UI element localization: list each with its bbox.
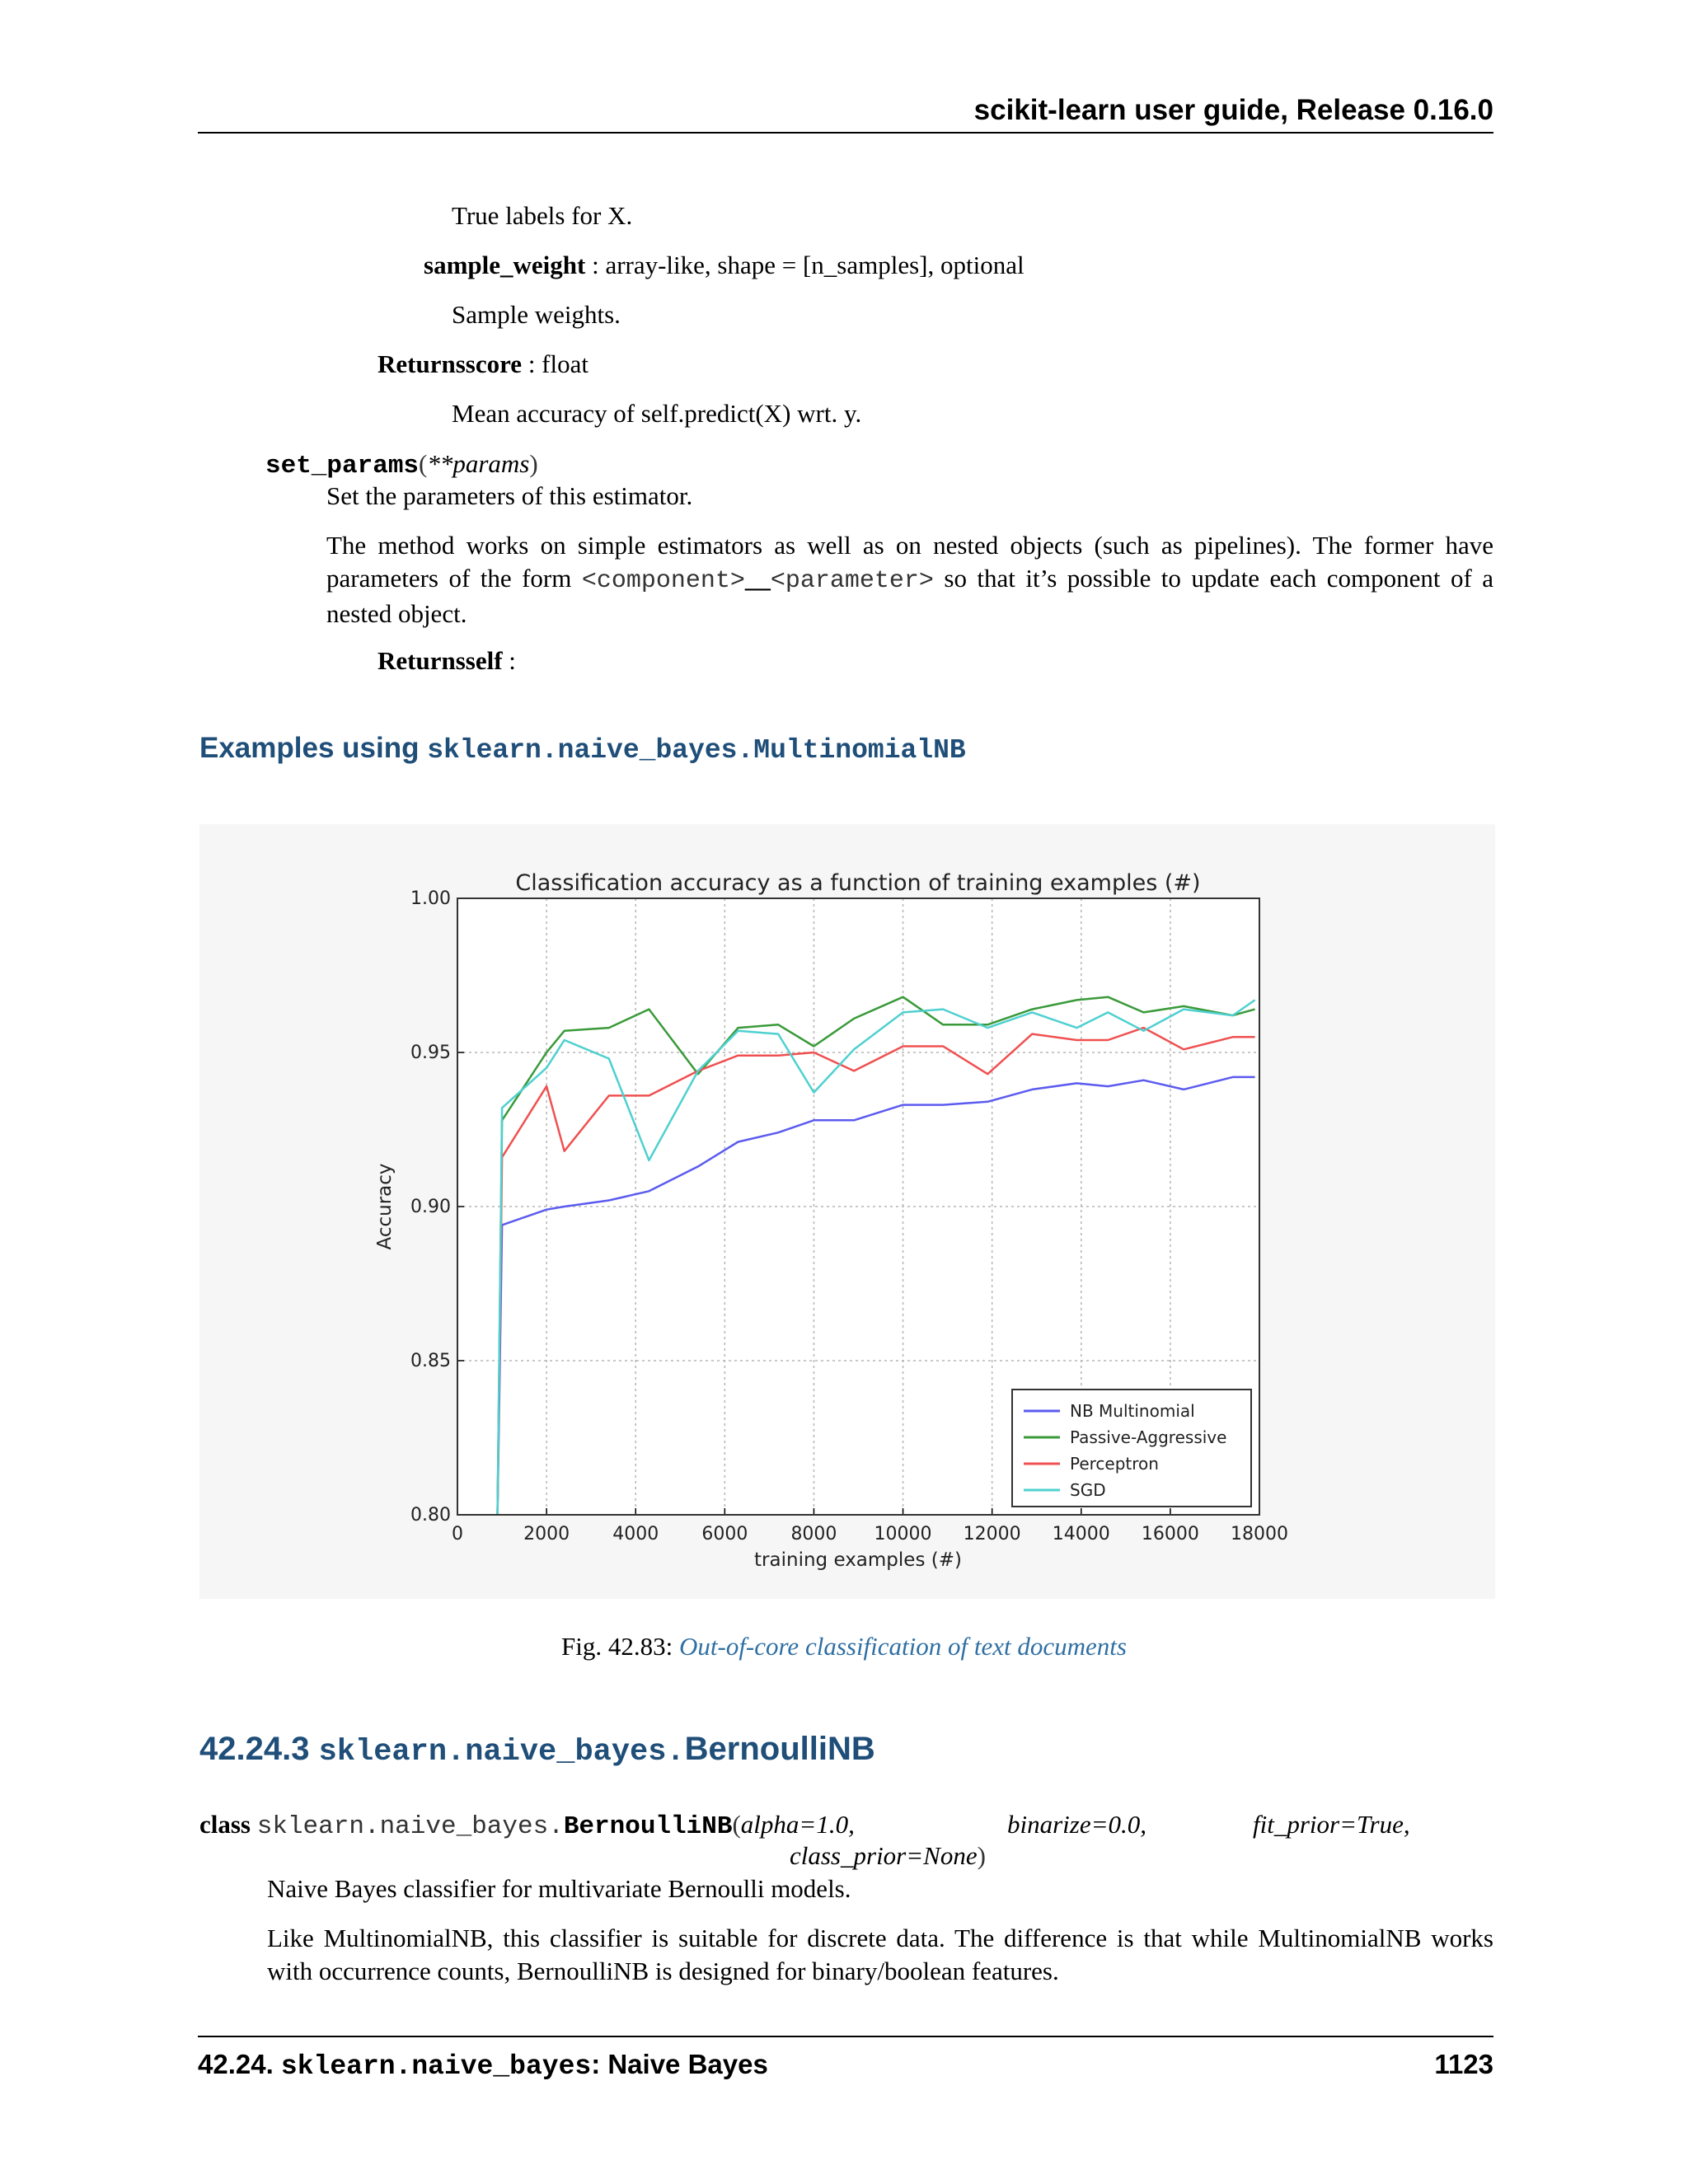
returns-score-label: Returnsscore xyxy=(377,349,523,378)
sample-weight-name: sample_weight xyxy=(424,251,586,279)
true-labels-desc: True labels for X. xyxy=(452,201,633,230)
class-name: BernoulliNB xyxy=(563,1812,733,1841)
legend-entry: Passive-Aggressive xyxy=(1070,1427,1227,1447)
figure-chart xyxy=(199,824,1495,1599)
close-paren: ) xyxy=(529,449,538,478)
para-text-end: so that it’s possible to update each component of a nested object. xyxy=(326,564,1493,628)
code-sep: __ xyxy=(744,564,771,593)
returns-score-desc: Mean accuracy of self.predict(X) wrt. y. xyxy=(452,399,862,428)
footer-section-code: sklearn.naive_bayes xyxy=(280,2051,592,2082)
x-axis-label: training examples (#) xyxy=(754,1549,962,1571)
section-heading xyxy=(199,1731,875,1769)
set-params-paragraph xyxy=(326,529,1493,630)
x-tick-label: 12000 xyxy=(963,1524,1021,1544)
class-arg-fit-prior: fit_prior=True, xyxy=(1253,1810,1410,1839)
x-tick-label: 8000 xyxy=(790,1524,837,1544)
x-tick-label: 6000 xyxy=(701,1524,748,1544)
sample-weight-type: : array-like, shape = [n_samples], optional xyxy=(585,251,1025,279)
legend-entry: NB Multinomial xyxy=(1070,1401,1195,1421)
figure-caption xyxy=(0,1632,1688,1661)
header-title: scikit-learn user guide, Release 0.16.0 xyxy=(973,94,1493,126)
para-text: The method works on simple estimators as well as on nested objects (such as pipelines). The former have parameters of the form xyxy=(326,531,1493,593)
class-paragraph: Like MultinomialNB, this classifier is suitable for discrete data. The difference is that while MultinomialNB works with occurrence counts, BernoulliNB is designed for binary/boolean features. xyxy=(267,1924,1493,1985)
set-params-desc: Set the parameters of this estimator. xyxy=(326,481,693,510)
y-tick-label: 0.85 xyxy=(410,1351,451,1371)
class-keyword: class xyxy=(199,1810,251,1839)
class-open-paren: ( xyxy=(732,1810,741,1839)
footer-section xyxy=(198,2049,768,2082)
class-desc: Naive Bayes classifier for multivariate Bernoulli models. xyxy=(267,1874,851,1903)
page-footer xyxy=(198,2036,1493,2087)
class-arg-alpha: alpha=1.0, xyxy=(740,1810,855,1839)
code-component: <component> xyxy=(581,567,745,595)
section-code: sklearn.naive_bayes. xyxy=(318,1735,685,1769)
caption-prefix: Fig. 42.83: xyxy=(561,1632,679,1661)
page-header xyxy=(198,89,1493,134)
caption-link[interactable]: Out-of-core classification of text documents xyxy=(679,1632,1127,1661)
y-axis-label: Accuracy xyxy=(374,1163,396,1250)
x-tick-label: 10000 xyxy=(874,1524,932,1544)
x-tick-label: 2000 xyxy=(523,1524,570,1544)
returns-self-sep: : xyxy=(502,646,516,675)
x-tick-label: 4000 xyxy=(612,1524,659,1544)
returns-self xyxy=(377,644,516,677)
class-module: sklearn.naive_bayes. xyxy=(256,1812,564,1841)
class-close-paren: ) xyxy=(977,1841,986,1870)
chart-title: Classification accuracy as a function of training examples (#) xyxy=(515,870,1201,896)
y-tick-label: 1.00 xyxy=(410,888,451,909)
returns-score xyxy=(377,348,588,381)
sample-weight-param xyxy=(424,249,1025,282)
set-params-args: **params xyxy=(427,449,530,478)
legend-entry: SGD xyxy=(1070,1480,1106,1500)
examples-heading xyxy=(199,732,966,766)
x-tick-label: 18000 xyxy=(1231,1524,1288,1544)
examples-heading-text: Examples using xyxy=(199,732,428,764)
set-params-name: set_params xyxy=(265,452,420,480)
footer-section-title: : Naive Bayes xyxy=(591,2049,768,2079)
class-signature xyxy=(199,1808,1493,1841)
section-name: BernoulliNB xyxy=(684,1731,875,1767)
x-tick-label: 14000 xyxy=(1052,1524,1110,1544)
page-number: 1123 xyxy=(1434,2049,1493,2079)
class-arg-binarize: binarize=0.0, xyxy=(1007,1810,1147,1839)
class-signature-cont xyxy=(790,1840,986,1872)
y-tick-label: 0.95 xyxy=(410,1043,451,1063)
accuracy-chart xyxy=(199,824,1495,1599)
class-arg-class-prior: class_prior=None xyxy=(790,1841,978,1870)
x-tick-label: 16000 xyxy=(1141,1524,1199,1544)
footer-section-num: 42.24. xyxy=(198,2049,281,2079)
y-tick-label: 0.80 xyxy=(410,1505,451,1526)
y-tick-label: 0.90 xyxy=(410,1197,451,1217)
x-tick-label: 0 xyxy=(452,1524,463,1544)
returns-score-type: : float xyxy=(522,349,588,378)
returns-self-label: Returnsself xyxy=(377,646,503,675)
section-number: 42.24.3 xyxy=(199,1731,310,1767)
sample-weight-desc: Sample weights. xyxy=(452,300,621,329)
set-params-signature xyxy=(265,448,538,483)
examples-heading-code[interactable]: sklearn.naive_bayes.MultinomialNB xyxy=(427,735,966,766)
open-paren: ( xyxy=(419,449,428,478)
legend-entry: Perceptron xyxy=(1070,1454,1159,1474)
code-parameter: <parameter> xyxy=(770,567,934,595)
